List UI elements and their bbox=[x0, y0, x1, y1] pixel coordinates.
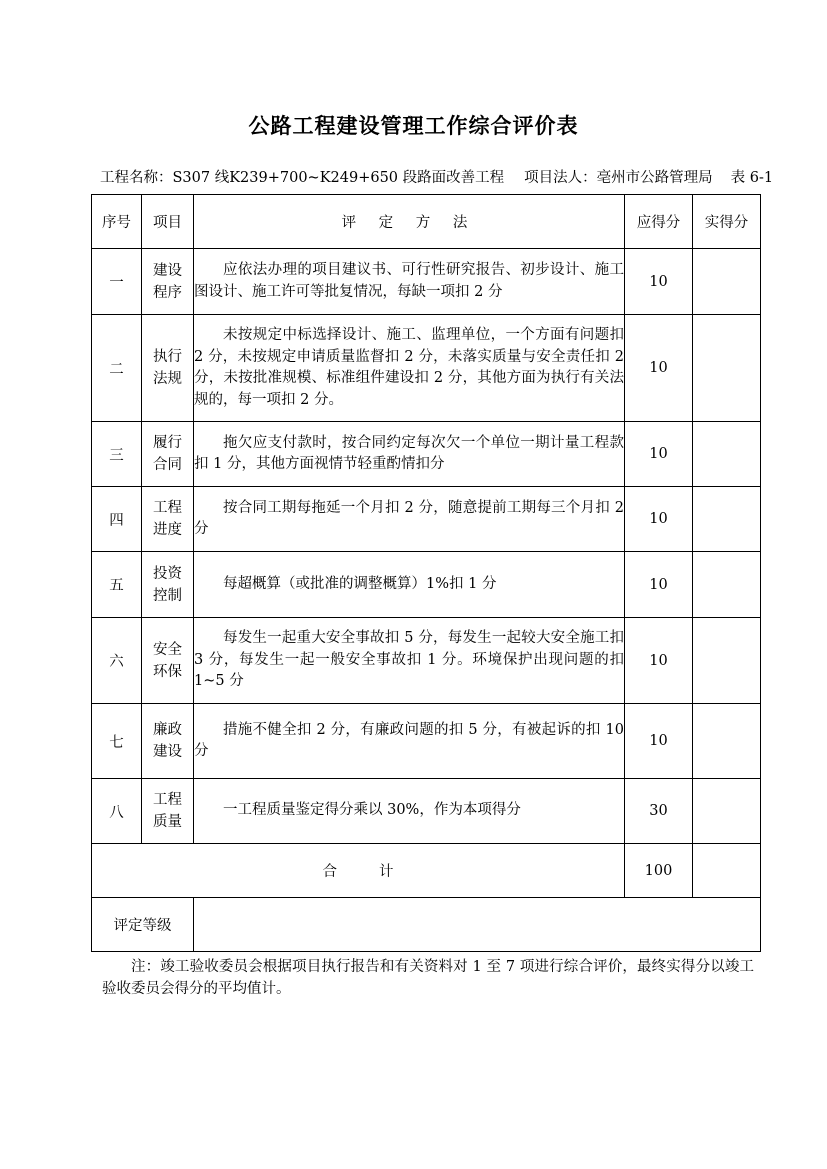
row-actual-score[interactable] bbox=[693, 779, 761, 844]
row-should-score: 10 bbox=[625, 249, 693, 315]
evaluation-table bbox=[91, 194, 761, 952]
row-actual-score[interactable] bbox=[693, 249, 761, 315]
row-method: 措施不健全扣 2 分，有廉政问题的扣 5 分，有被起诉的扣 10 分 bbox=[194, 704, 625, 779]
row-method: 每超概算（或批准的调整概算）1%扣 1 分 bbox=[194, 552, 625, 618]
row-actual-score[interactable] bbox=[693, 422, 761, 487]
project-name: 工程名称：S307 线K239+700~K249+650 段路面改善工程 bbox=[100, 170, 505, 186]
row-method: 未按规定中标选择设计、施工、监理单位，一个方面有问题扣 2 分，未按规定申请质量监督扣 2 分，未落实质量与安全责任扣 2 分，未按批准规模、标准组件建设扣 2 分，其他方面为执行有关法规的，每一项扣 2 分。 bbox=[194, 315, 625, 422]
row-item: 执行 法规 bbox=[142, 315, 194, 422]
grade-row bbox=[92, 898, 761, 952]
table-number: 表 6-1 bbox=[730, 170, 774, 186]
row-actual-score[interactable] bbox=[693, 618, 761, 704]
row-should-score: 10 bbox=[625, 422, 693, 487]
grade-label: 评定等级 bbox=[92, 898, 194, 952]
header-actual-score: 实得分 bbox=[693, 195, 761, 249]
row-should-score: 10 bbox=[625, 315, 693, 422]
row-method: 应依法办理的项目建议书、可行性研究报告、初步设计、施工图设计、施工许可等批复情况，每缺一项扣 2 分 bbox=[194, 249, 625, 315]
form-meta bbox=[100, 166, 774, 187]
row-actual-score[interactable] bbox=[693, 315, 761, 422]
table-row bbox=[92, 315, 761, 422]
row-item: 履行 合同 bbox=[142, 422, 194, 487]
total-actual-score[interactable] bbox=[693, 844, 761, 898]
row-item: 建设 程序 bbox=[142, 249, 194, 315]
total-label: 合 计 bbox=[92, 844, 625, 898]
row-seq: 六 bbox=[92, 618, 142, 704]
row-seq: 二 bbox=[92, 315, 142, 422]
row-item: 投资 控制 bbox=[142, 552, 194, 618]
header-item: 项目 bbox=[142, 195, 194, 249]
footnote: 注：竣工验收委员会根据项目执行报告和有关资料对 1 至 7 项进行综合评价，最终实得分以竣工验收委员会得分的平均值计。 bbox=[102, 959, 754, 997]
table-header-row bbox=[92, 195, 761, 249]
row-seq: 四 bbox=[92, 487, 142, 552]
row-method: 按合同工期每拖延一个月扣 2 分，随意提前工期每三个月扣 2 分 bbox=[194, 487, 625, 552]
row-actual-score[interactable] bbox=[693, 552, 761, 618]
row-item: 工程 质量 bbox=[142, 779, 194, 844]
row-seq: 一 bbox=[92, 249, 142, 315]
row-seq: 三 bbox=[92, 422, 142, 487]
total-should-score: 100 bbox=[625, 844, 693, 898]
page-title: 公路工程建设管理工作综合评价表 bbox=[248, 113, 579, 138]
table-row bbox=[92, 779, 761, 844]
row-seq: 五 bbox=[92, 552, 142, 618]
row-actual-score[interactable] bbox=[693, 704, 761, 779]
grade-value[interactable] bbox=[194, 898, 761, 952]
header-should-score: 应得分 bbox=[625, 195, 693, 249]
row-should-score: 10 bbox=[625, 704, 693, 779]
table-row bbox=[92, 249, 761, 315]
row-seq: 七 bbox=[92, 704, 142, 779]
header-method: 评 定 方 法 bbox=[194, 195, 625, 249]
table-row bbox=[92, 422, 761, 487]
row-method: 一工程质量鉴定得分乘以 30%，作为本项得分 bbox=[194, 779, 625, 844]
row-item: 廉政 建设 bbox=[142, 704, 194, 779]
header-seq: 序号 bbox=[92, 195, 142, 249]
row-should-score: 10 bbox=[625, 487, 693, 552]
row-should-score: 10 bbox=[625, 552, 693, 618]
table-row bbox=[92, 704, 761, 779]
row-actual-score[interactable] bbox=[693, 487, 761, 552]
row-item: 工程 进度 bbox=[142, 487, 194, 552]
row-should-score: 10 bbox=[625, 618, 693, 704]
table-row bbox=[92, 552, 761, 618]
table-row bbox=[92, 487, 761, 552]
table-row bbox=[92, 618, 761, 704]
total-row bbox=[92, 844, 761, 898]
legal-person: 项目法人：亳州市公路管理局 bbox=[524, 170, 713, 186]
row-method: 拖欠应支付款时，按合同约定每次欠一个单位一期计量工程款扣 1 分，其他方面视情节轻重酌情扣分 bbox=[194, 422, 625, 487]
row-item: 安全 环保 bbox=[142, 618, 194, 704]
row-seq: 八 bbox=[92, 779, 142, 844]
row-should-score: 30 bbox=[625, 779, 693, 844]
row-method: 每发生一起重大安全事故扣 5 分，每发生一起较大安全施工扣 3 分，每发生一起一般安全事故扣 1 分。环境保护出现问题的扣 1~5 分 bbox=[194, 618, 625, 704]
